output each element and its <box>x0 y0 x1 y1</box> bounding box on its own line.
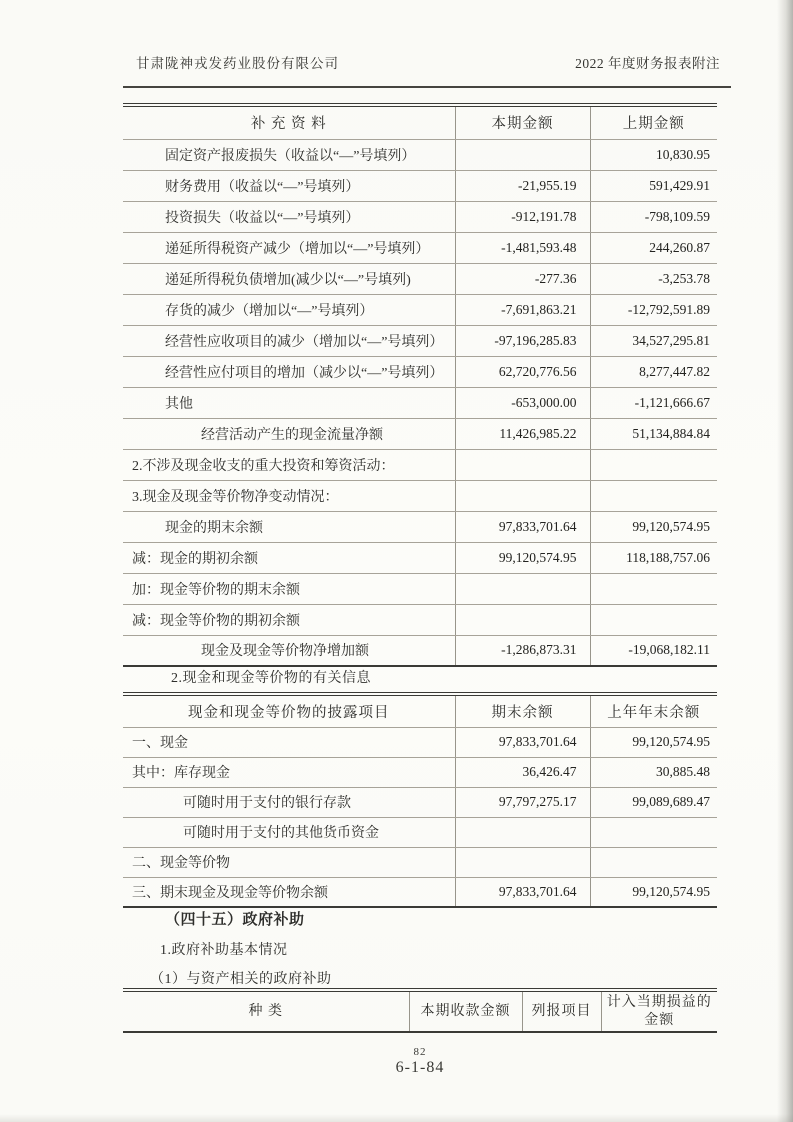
document-number: 6-1-84 <box>395 1059 445 1076</box>
row-label: 财务费用（收益以“—”号填列） <box>123 170 455 201</box>
amount-cell: 97,833,701.64 <box>455 727 590 757</box>
column-header: 种 类 <box>123 990 409 1032</box>
row-label: 其中：库存现金 <box>123 757 455 787</box>
table-row <box>123 727 717 757</box>
amount-cell: -7,691,863.21 <box>455 294 590 325</box>
table-row <box>123 542 717 573</box>
column-header: 本期收款金额 <box>409 990 522 1032</box>
amount-cell <box>590 604 717 635</box>
table-header-row <box>123 990 717 1032</box>
amount-cell: -277.36 <box>455 263 590 294</box>
row-label: 经营性应收项目的减少（增加以“—”号填列） <box>123 325 455 356</box>
section-subheading-1: 1.政府补助基本情况 <box>160 943 288 958</box>
company-name: 甘肃陇神戎发药业股份有限公司 <box>136 56 339 71</box>
column-header: 本期金额 <box>455 105 590 139</box>
amount-cell <box>590 573 717 604</box>
table-row <box>123 847 717 877</box>
amount-cell: -653,000.00 <box>455 387 590 418</box>
amount-cell <box>590 480 717 511</box>
row-label: 投资损失（收益以“—”号填列） <box>123 201 455 232</box>
row-label: 经营性应付项目的增加（减少以“—”号填列） <box>123 356 455 387</box>
table-row <box>123 170 717 201</box>
table-header-row <box>123 694 717 727</box>
amount-cell: 591,429.91 <box>590 170 717 201</box>
row-label: 2.不涉及现金收支的重大投资和筹资活动： <box>123 449 455 480</box>
table-row <box>123 356 717 387</box>
row-label: 经营活动产生的现金流量净额 <box>123 418 455 449</box>
amount-cell: 244,260.87 <box>590 232 717 263</box>
row-label: 加：现金等价物的期末余额 <box>123 573 455 604</box>
column-header: 补 充 资 料 <box>123 105 455 139</box>
scan-edge-shadow-bottom <box>0 1114 793 1122</box>
amount-cell: 97,833,701.64 <box>455 511 590 542</box>
table-row <box>123 877 717 907</box>
amount-cell <box>455 573 590 604</box>
amount-cell: -97,196,285.83 <box>455 325 590 356</box>
row-label: 二、现金等价物 <box>123 847 455 877</box>
amount-cell: -21,955.19 <box>455 170 590 201</box>
table-header-row <box>123 105 717 139</box>
report-note-title: 2022 年度财务报表附注 <box>575 56 720 71</box>
row-label: 减：现金等价物的期初余额 <box>123 604 455 635</box>
row-label: 3.现金及现金等价物净变动情况： <box>123 480 455 511</box>
amount-cell <box>590 449 717 480</box>
table-row <box>123 480 717 511</box>
amount-cell: 99,120,574.95 <box>590 727 717 757</box>
cash-info-subheading: 2.现金和现金等价物的有关信息 <box>171 671 371 686</box>
row-label: 现金的期末余额 <box>123 511 455 542</box>
amount-cell: -1,121,666.67 <box>590 387 717 418</box>
table-row <box>123 387 717 418</box>
scan-edge-shadow-right <box>777 0 793 1122</box>
amount-cell: -798,109.59 <box>590 201 717 232</box>
amount-cell <box>455 139 590 170</box>
amount-cell <box>455 817 590 847</box>
table-row <box>123 263 717 294</box>
amount-cell: 30,885.48 <box>590 757 717 787</box>
row-label: 减：现金的期初余额 <box>123 542 455 573</box>
amount-cell: 99,120,574.95 <box>590 511 717 542</box>
amount-cell: 8,277,447.82 <box>590 356 717 387</box>
column-header: 计入当期损益的金额 <box>601 990 717 1032</box>
column-header: 列报项目 <box>522 990 601 1032</box>
amount-cell: -19,068,182.11 <box>590 635 717 666</box>
amount-cell: -1,286,873.31 <box>455 635 590 666</box>
column-header: 期末余额 <box>455 694 590 727</box>
table-row <box>123 232 717 263</box>
table-row <box>123 325 717 356</box>
amount-cell <box>455 847 590 877</box>
cash-and-equivalents-table <box>123 692 717 908</box>
amount-cell: -912,191.78 <box>455 201 590 232</box>
page-footer <box>123 1046 717 1077</box>
amount-cell: 11,426,985.22 <box>455 418 590 449</box>
row-label: 递延所得税资产减少（增加以“—”号填列） <box>123 232 455 263</box>
section-heading: （四十五）政府补助 <box>165 912 305 928</box>
amount-cell: 99,120,574.95 <box>590 877 717 907</box>
table-row <box>123 757 717 787</box>
amount-cell <box>455 480 590 511</box>
row-label: 其他 <box>123 387 455 418</box>
amount-cell <box>590 817 717 847</box>
amount-cell <box>590 847 717 877</box>
amount-cell: -1,481,593.48 <box>455 232 590 263</box>
amount-cell: 99,089,689.47 <box>590 787 717 817</box>
table-row <box>123 787 717 817</box>
amount-cell: -12,792,591.89 <box>590 294 717 325</box>
row-label: 固定资产报废损失（收益以“—”号填列） <box>123 139 455 170</box>
row-label: 可随时用于支付的其他货币资金 <box>123 817 455 847</box>
table-row <box>123 449 717 480</box>
amount-cell: 36,426.47 <box>455 757 590 787</box>
table-row <box>123 139 717 170</box>
amount-cell: 10,830.95 <box>590 139 717 170</box>
column-header: 上年年末余额 <box>590 694 717 727</box>
table-row <box>123 201 717 232</box>
amount-cell: 62,720,776.56 <box>455 356 590 387</box>
government-grants-assets-table <box>123 988 717 1033</box>
page-number: 82 <box>413 1046 427 1058</box>
amount-cell: 97,797,275.17 <box>455 787 590 817</box>
table-row <box>123 817 717 847</box>
row-label: 一、现金 <box>123 727 455 757</box>
table-row <box>123 604 717 635</box>
amount-cell <box>455 604 590 635</box>
amount-cell: 99,120,574.95 <box>455 542 590 573</box>
amount-cell: 51,134,884.84 <box>590 418 717 449</box>
row-label: 三、期末现金及现金等价物余额 <box>123 877 455 907</box>
table-row <box>123 635 717 666</box>
column-header: 上期金额 <box>590 105 717 139</box>
amount-cell: -3,253.78 <box>590 263 717 294</box>
table-row <box>123 418 717 449</box>
section-subheading-2: （1）与资产相关的政府补助 <box>150 972 332 987</box>
table-row <box>123 573 717 604</box>
table-row <box>123 511 717 542</box>
amount-cell <box>455 449 590 480</box>
header-divider <box>123 86 731 88</box>
row-label: 可随时用于支付的银行存款 <box>123 787 455 817</box>
column-header: 现金和现金等价物的披露项目 <box>123 694 455 727</box>
amount-cell: 34,527,295.81 <box>590 325 717 356</box>
row-label: 存货的减少（增加以“—”号填列） <box>123 294 455 325</box>
table-row <box>123 294 717 325</box>
amount-cell: 118,188,757.06 <box>590 542 717 573</box>
row-label: 现金及现金等价物净增加额 <box>123 635 455 666</box>
amount-cell: 97,833,701.64 <box>455 877 590 907</box>
supplementary-cash-flow-table <box>123 103 717 667</box>
row-label: 递延所得税负债增加(减少以“—”号填列) <box>123 263 455 294</box>
